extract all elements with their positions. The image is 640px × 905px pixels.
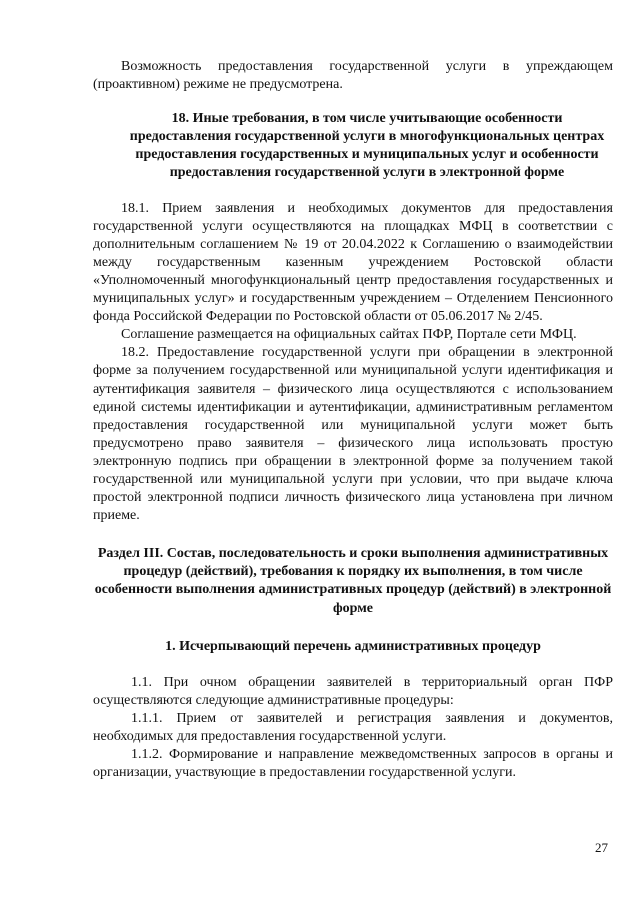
paragraph-1-1: 1.1. При очном обращении заявителей в территориальный орган ПФР осуществляются следующие административные процедуры: (93, 674, 613, 708)
paragraph-1-1-2: 1.1.2. Формирование и направление межведомственных запросов в органы и организации, участвующие в предоставлении государственной услуги. (93, 747, 613, 781)
paragraph-1-1-1: 1.1.1. Прием от заявителей и регистрация заявления и документов, необходимых для предоставления государственной услуги. (93, 710, 613, 744)
section-18-heading: 18. Иные требования, в том числе учитывающие особенности предоставления государственной услуги в многофункциональных центрах предоставления государственных и муниципальных услуг и особенности предоставления государственной услуги в электронной форме (129, 111, 605, 181)
document-page (93, 58, 613, 782)
page-number: 27 (595, 840, 608, 855)
paragraph-18-2: 18.2. Предоставление государственной услуги при обращении в электронной форме за получением государственной или муниципальной услуги идентификация и аутентификация заявителя – физического лица осуществляются с использованием единой системы идентификации и аутентификации, административным регламентом предоставления государственной или муниципальной услуги может быть предусмотрено право заявителя – физического лица использовать простую электронную подпись при обращении в электронной форме за получением такой государственной или муниципальной услуги при условии, что при выдаче ключа простой электронной подписи личность физического лица установлена при личном приеме. (93, 345, 613, 524)
paragraph-18-1: 18.1. Прием заявления и необходимых документов для предоставления государственной услуги осуществляются на площадках МФЦ в соответствии с дополнительным соглашением № 19 от 20.04.2022 к Соглашению о взаимодействии между государственным казенным учреждением Ростовской области «Уполномоченный многофункциональный центр предоставления государственных и муниципальных услуг» и государственным учреждением – Отделением Пенсионного фонда Российской Федерации по Ростовской области от 05.06.2017 № 2/45. (93, 200, 613, 325)
subsection-1-heading: 1. Исчерпывающий перечень административных процедур (165, 638, 541, 654)
paragraph-proactive: Возможность предоставления государственной услуги в упреждающем (проактивном) режиме не предусмотрена. (93, 59, 613, 93)
section-3-heading: Раздел III. Состав, последовательность и сроки выполнения административных процедур (действий), требования к порядку их выполнения, в том числе особенности выполнения административных процедур (действий) в электронной форме (94, 546, 612, 616)
paragraph-agreement: Соглашение размещается на официальных сайтах ПФР, Портале сети МФЦ. (121, 327, 577, 343)
